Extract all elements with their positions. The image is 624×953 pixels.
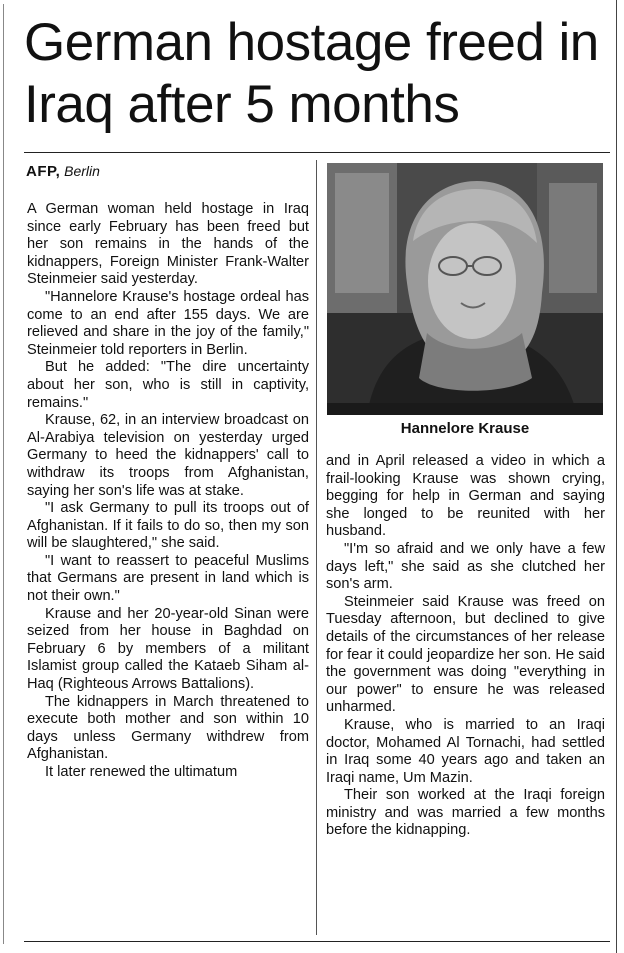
page-edge-left <box>3 4 4 944</box>
byline-place: Berlin <box>64 163 100 179</box>
paragraph: Their son worked at the Iraqi foreign ministry and was married a few months before the kidnapping. <box>326 787 605 839</box>
paragraph: Steinmeier said Krause was freed on Tuesday afternoon, but declined to give details of the circumstances of her release for fear it could jeopardize her son. He said the government was doing "everything in our power" to ensure he was released unharmed. <box>326 593 605 716</box>
page-edge-right <box>616 0 617 953</box>
paragraph: It later renewed the ultimatum <box>45 764 238 780</box>
paragraph: Krause, 62, in an interview broadcast on Al-Arabiya television on yesterday urged Germany to heed the kidnappers' call to withdraw its troops from Afghanistan, saying her son's life was at stake. <box>27 412 309 499</box>
paragraph: Krause and her 20-year-old Sinan were seized from her house in Baghdad on February 6 by members of a militant Islamist group called the Kataeb Siham al-Haq (Righteous Arrows Battalions). <box>27 605 309 693</box>
paragraph: The kidnappers in March threatened to execute both mother and son within 10 days unless Germany withdrew from Afghanistan. <box>27 693 309 763</box>
paragraph: "I'm so afraid and we only have a few days left," she said as she clutched her son's arm. <box>326 540 605 593</box>
portrait-photo <box>327 163 603 415</box>
byline <box>26 163 100 180</box>
top-rule <box>24 152 610 153</box>
paragraph: A German woman held hostage in Iraq since early February has been freed but her son remains in the hands of the kidnappers, Foreign Minister Frank-Walter Steinmeier said yesterday. <box>27 201 309 288</box>
paragraph: Krause, who is married to an Iraqi doctor, Mohamed Al Tornachi, had settled in Iraq some 40 years ago and taken an Iraqi name, Um Mazin. <box>326 716 605 786</box>
bottom-rule <box>24 941 610 942</box>
paragraph: "I want to reassert to peaceful Muslims that Germans are present in land which is not their own." <box>27 552 309 605</box>
paragraph: But he added: "The dire uncertainty about her son, who is still in captivity, remains." <box>27 359 309 411</box>
article-column-left <box>27 201 309 782</box>
paragraph: and in April released a video in which a frail-looking Krause was shown crying, begging for help in German and saying she longed to be reunited with her husband. <box>326 453 605 540</box>
paragraph: "Hannelore Krause's hostage ordeal has come to an end after 155 days. We are relieved and share in the joy of the family," Steinmeier told reporters in Berlin. <box>27 288 309 358</box>
column-divider <box>316 160 317 935</box>
article-column-right <box>326 453 605 840</box>
paragraph: "I ask Germany to pull its troops out of Afghanistan. If it fails to do so, then my son will be slaughtered," she said. <box>27 500 309 552</box>
portrait-image <box>327 163 603 415</box>
byline-agency: AFP, <box>26 163 61 180</box>
headline: German hostage freed in Iraq after 5 months <box>24 13 599 134</box>
photo-caption: Hannelore Krause <box>400 420 530 437</box>
